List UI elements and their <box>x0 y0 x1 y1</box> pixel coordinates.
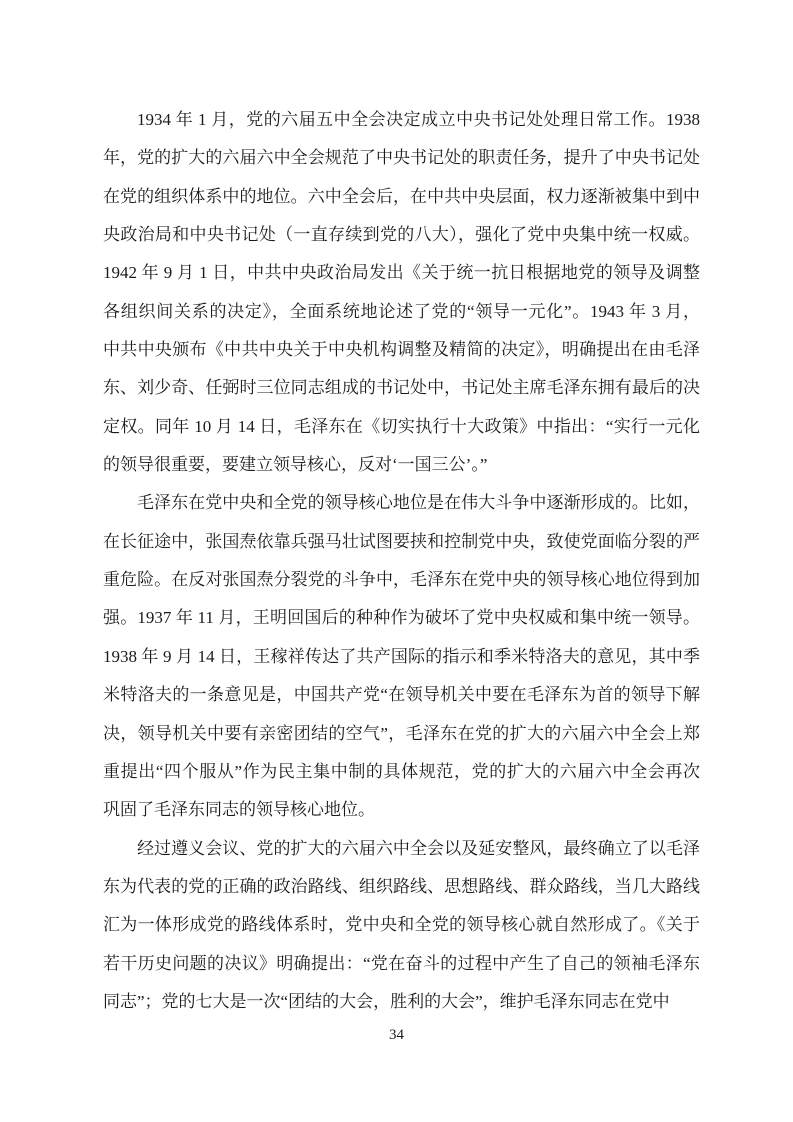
text-line: 经过遵义会议、党的扩大的六届六中全会以及延安整风，最终确立了以毛泽 <box>137 838 700 858</box>
text-line: 若干历史问题的决议》明确提出：“党在奋斗的过程中产生了自己的领袖毛泽东 <box>103 953 700 973</box>
text-line: 央政治局和中央书记处（一直存续到党的八大），强化了党中央集中统一权威。 <box>103 225 700 245</box>
text-line: 中共中央颁布《中共中央关于中央机构调整及精简的决定》，明确提出在由毛泽 <box>103 340 700 360</box>
text-line: 1942 年 9 月 1 日，中共中央政治局发出《关于统一抗日根据地党的领导及调整 <box>103 263 700 283</box>
text-line: 米特洛夫的一条意见是，中国共产党“在领导机关中要在毛泽东为首的领导下解 <box>103 685 700 705</box>
text-line: 决，领导机关中要有亲密团结的空气”，毛泽东在党的扩大的六届六中全会上郑 <box>103 723 700 743</box>
text-line: 同志”；党的七大是一次“团结的大会，胜利的大会”，维护毛泽东同志在党中 <box>103 991 670 1011</box>
text-line: 定权。同年 10 月 14 日，毛泽东在《切实执行十大政策》中指出：“实行一元化 <box>103 416 700 436</box>
text-line: 巩固了毛泽东同志的领导核心地位。 <box>103 800 375 820</box>
paragraph <box>103 101 700 484</box>
text-line: 各组织间关系的决定》，全面系统地论述了党的“领导一元化”。1943 年 3 月， <box>103 301 700 321</box>
text-line: 1934 年 1 月，党的六届五中全会决定成立中央书记处处理日常工作。1938 <box>137 110 700 129</box>
page-number: 34 <box>389 1027 404 1043</box>
paragraph <box>103 484 700 829</box>
text-line: 的领导很重要，要建立领导核心，反对‘一国三公’。” <box>103 455 488 475</box>
text-line: 毛泽东在党中央和全党的领导核心地位是在伟大斗争中逐渐形成的。比如， <box>137 493 700 513</box>
text-line: 汇为一体形成党的路线体系时，党中央和全党的领导核心就自然形成了。《关于 <box>103 915 700 935</box>
text-line: 东、刘少奇、任弼时三位同志组成的书记处中，书记处主席毛泽东拥有最后的决 <box>103 378 700 398</box>
text-line: 强。1937 年 11 月，王明回国后的种种作为破坏了党中央权威和集中统一领导。 <box>103 608 700 628</box>
page-footer <box>0 1025 793 1045</box>
paragraph <box>103 830 700 1022</box>
text-line: 东为代表的党的正确的政治路线、组织路线、思想路线、群众路线，当几大路线 <box>103 876 700 896</box>
text-line: 1938 年 9 月 14 日，王稼祥传达了共产国际的指示和季米特洛夫的意见，其中季 <box>103 646 700 666</box>
text-block <box>103 101 700 1021</box>
text-line: 在长征途中，张国焘依靠兵强马壮试图要挟和控制党中央，致使党面临分裂的严 <box>103 531 700 551</box>
text-line: 在党的组织体系中的地位。六中全会后，在中共中央层面，权力逐渐被集中到中 <box>103 186 700 206</box>
text-line: 重提出“四个服从”作为民主集中制的具体规范，党的扩大的六届六中全会再次 <box>103 761 700 781</box>
text-line: 重危险。在反对张国焘分裂党的斗争中，毛泽东在党中央的领导核心地位得到加 <box>103 570 700 590</box>
text-line: 年，党的扩大的六届六中全会规范了中央书记处的职责任务，提升了中央书记处 <box>103 148 700 168</box>
